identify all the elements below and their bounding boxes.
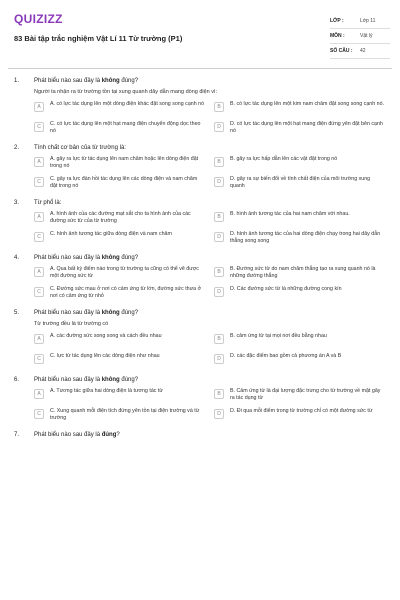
option-c[interactable]: [34, 353, 206, 369]
option-b[interactable]: [214, 101, 386, 117]
question-head: [14, 432, 390, 438]
question-list: [0, 78, 400, 446]
question-text-part: đúng?: [119, 255, 139, 261]
option-badge: C: [34, 232, 44, 242]
question-text-part: Phát biểu nào sau đây là: [34, 255, 102, 261]
question-text-part: Phát biểu nào sau đây là: [34, 78, 102, 84]
question-head: [14, 255, 390, 261]
question-number: 1.: [14, 78, 20, 84]
option-a[interactable]: [34, 333, 206, 349]
meta-row-count: [330, 44, 390, 59]
question-5: [0, 310, 400, 369]
option-d[interactable]: [214, 176, 386, 192]
question-text-part: ?: [116, 432, 120, 438]
question-head: [14, 78, 390, 84]
option-b[interactable]: [214, 211, 386, 227]
option-d[interactable]: [214, 231, 386, 247]
option-text: B. gây ra lực hấp dẫn lên các vật đặt trong nó: [230, 156, 338, 162]
options-grid: [14, 156, 390, 192]
meta-box: [330, 14, 390, 59]
option-badge: A: [34, 102, 44, 112]
option-text: B. có lực tác dụng lên một kim nam châm đặt song song cạnh nó.: [230, 101, 385, 107]
question-4: [0, 255, 400, 302]
question-text-part: Phát biểu nào sau đây là: [34, 432, 102, 438]
option-c[interactable]: [34, 286, 206, 302]
question-subtext: Từ trường đều là từ trường có: [34, 321, 109, 327]
option-badge: D: [214, 409, 224, 419]
logo: QUIZIZZ: [14, 12, 63, 26]
header-divider: [8, 68, 392, 69]
option-text: D. Các đường sức từ là những đường cong kín: [230, 286, 342, 292]
question-text-bold: đúng: [101, 432, 117, 438]
option-badge: B: [214, 102, 224, 112]
option-a[interactable]: [34, 156, 206, 172]
option-text: A. Qua bất kỳ điểm nào trong từ trường ta cũng có thể vẽ được một đường sức từ: [50, 266, 199, 279]
option-badge: A: [34, 157, 44, 167]
question-text: Từ phổ là:: [34, 200, 62, 206]
question-text: [34, 310, 390, 316]
option-text: A. có lực tác dụng lên một dòng điện khác đặt song song cạnh nó: [50, 101, 205, 107]
question-number: 7.: [14, 432, 20, 438]
meta-value: Vật lý: [360, 33, 373, 39]
question-head: [14, 377, 390, 383]
question-number: 3.: [14, 200, 20, 206]
option-badge: B: [214, 157, 224, 167]
option-text: C. hình ảnh tương tác giữa dòng điện và nam châm: [50, 231, 172, 237]
option-text: B. cảm ứng từ tại mọi nơi đều bằng nhau: [230, 333, 327, 339]
options-grid: [14, 333, 390, 369]
option-c[interactable]: [34, 231, 206, 247]
option-badge: D: [214, 177, 224, 187]
question-number: 4.: [14, 255, 20, 261]
option-text: C. Xung quanh mỗi điện tích đứng yên tồn tại điện trường và từ trường: [50, 408, 200, 421]
options-grid: [14, 211, 390, 247]
option-text: D. có lực tác dụng lên một hạt mang điện đứng yên đặt bên cạnh nó: [230, 121, 383, 134]
option-text: C. lực từ tác dụng lên các dòng điện như nhau: [50, 353, 160, 359]
question-text: Tính chất cơ bản của từ trường là:: [34, 145, 126, 151]
option-text: D. Đi qua mỗi điểm trong từ trường chỉ có một đường sức từ: [230, 408, 373, 414]
option-badge: A: [34, 334, 44, 344]
option-b[interactable]: [214, 266, 386, 282]
question-head: [14, 145, 390, 151]
option-badge: B: [214, 212, 224, 222]
question-2: [0, 145, 400, 192]
question-head: [14, 310, 390, 316]
option-badge: D: [214, 354, 224, 364]
meta-label: MÔN :: [330, 33, 345, 39]
page-title: 83 Bài tập trắc nghiệm Vật Lí 11 Từ trường (P1): [14, 34, 183, 43]
option-badge: B: [214, 267, 224, 277]
question-text: [34, 78, 390, 84]
option-text: D. gây ra sự biến đổi về tính chất điện của môi trường xung quanh: [230, 176, 371, 189]
option-badge: B: [214, 389, 224, 399]
option-text: C. Đường sức mau ở nơi có cảm ứng từ lớn, đường sức thưa ở nơi có cảm ứng từ nhỏ: [50, 286, 202, 299]
meta-label: SỐ CÂU :: [330, 48, 353, 54]
option-badge: A: [34, 212, 44, 222]
question-text-part: Phát biểu nào sau đây là: [34, 377, 102, 383]
option-d[interactable]: [214, 286, 386, 302]
question-text-part: Phát biểu nào sau đây là: [34, 310, 102, 316]
question-head: [14, 200, 390, 206]
option-text: B. hình ảnh tương tác của hai nam châm với nhau.: [230, 211, 350, 217]
question-7: [0, 432, 400, 438]
options-grid: [14, 388, 390, 424]
option-text: D. hình ảnh tương tác của hai dòng điện chạy trong hai dây dẫn thẳng song song: [230, 231, 381, 244]
option-text: B. Đường sức từ do nam châm thẳng tạo ra xung quanh nó là những đường thẳng: [230, 266, 376, 279]
question-text: [34, 432, 390, 438]
option-a[interactable]: [34, 101, 206, 117]
option-text: C. có lực tác dụng lên một hạt mang điện chuyển động dọc theo nó: [50, 121, 201, 134]
option-c[interactable]: [34, 408, 206, 424]
option-text: B. Cảm ứng từ là đại lượng đặc trưng cho từ trường về mặt gây ra tác dụng từ: [230, 388, 381, 401]
meta-value: 42: [360, 48, 366, 54]
option-badge: C: [34, 122, 44, 132]
option-b[interactable]: [214, 333, 386, 349]
options-grid: [14, 101, 390, 137]
option-a[interactable]: [34, 388, 206, 404]
question-subtext: Người ta nhận ra từ trường tồn tại xung quanh dây dẫn mang dòng điện vì:: [34, 89, 218, 95]
question-text-bold: không: [101, 310, 120, 316]
option-badge: C: [34, 177, 44, 187]
option-d[interactable]: [214, 353, 386, 369]
option-b[interactable]: [214, 156, 386, 172]
option-a[interactable]: [34, 211, 206, 227]
option-text: A. hình ảnh của các đường mạt sắt cho ta hình ảnh của các đường sức từ của từ trường: [50, 211, 191, 224]
option-badge: C: [34, 354, 44, 364]
question-number: 6.: [14, 377, 20, 383]
question-text-bold: không: [101, 377, 120, 383]
option-a[interactable]: [34, 266, 206, 282]
question-text-bold: không: [101, 78, 120, 84]
question-number: 5.: [14, 310, 20, 316]
option-text: C. gây ra lực đàn hồi tác dụng lên các dòng điện và nam châm đặt trong nó: [50, 176, 198, 189]
option-text: A. gây ra lực từ tác dụng lên nam châm hoặc lên dòng điện đặt trong nó: [50, 156, 199, 169]
option-badge: D: [214, 287, 224, 297]
option-badge: A: [34, 389, 44, 399]
option-text: A. Tương tác giữa hai dòng điện là tương tác từ: [50, 388, 163, 394]
question-6: [0, 377, 400, 424]
question-text-part: đúng?: [119, 310, 139, 316]
option-d[interactable]: [214, 121, 386, 137]
option-text: A. các đường sức song song và cách đều nhau: [50, 333, 162, 339]
option-c[interactable]: [34, 176, 206, 192]
meta-value: Lớp 11: [360, 18, 376, 24]
option-badge: D: [214, 122, 224, 132]
meta-row-grade: [330, 14, 390, 29]
question-3: [0, 200, 400, 247]
option-b[interactable]: [214, 388, 386, 404]
option-badge: D: [214, 232, 224, 242]
question-text-bold: không: [101, 255, 120, 261]
question-text-part: đúng?: [119, 78, 139, 84]
option-badge: B: [214, 334, 224, 344]
question-number: 2.: [14, 145, 20, 151]
options-grid: [14, 266, 390, 302]
meta-label: LỚP :: [330, 18, 344, 24]
question-1: [0, 78, 400, 137]
option-c[interactable]: [34, 121, 206, 137]
option-text: D. các đặc điểm bao gồm cả phương án A và B: [230, 353, 342, 359]
option-badge: A: [34, 267, 44, 277]
meta-row-subject: [330, 29, 390, 44]
header: [0, 0, 400, 68]
option-badge: C: [34, 287, 44, 297]
option-d[interactable]: [214, 408, 386, 424]
question-text: [34, 255, 390, 261]
option-badge: C: [34, 409, 44, 419]
question-text: [34, 377, 390, 383]
question-text-part: đúng?: [119, 377, 139, 383]
